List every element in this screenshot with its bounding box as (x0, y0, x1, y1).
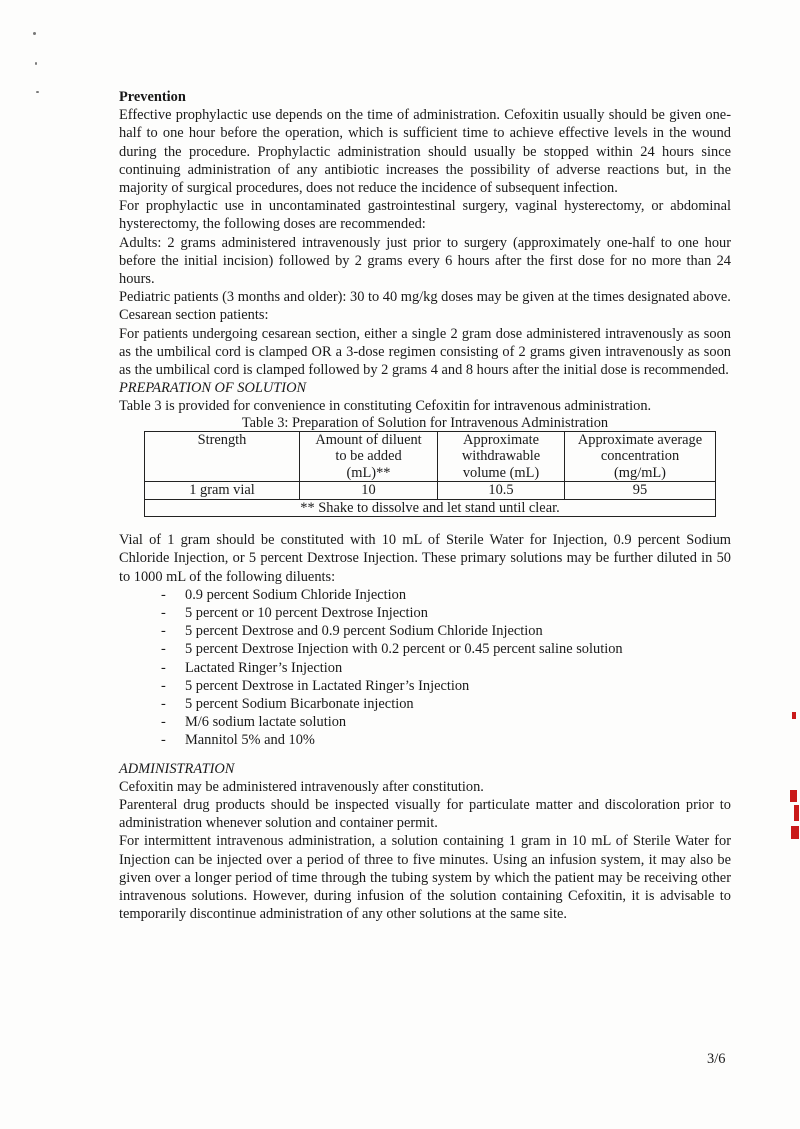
header-volume: Approximate withdrawable volume (mL) (438, 431, 565, 482)
preparation-intro: Table 3 is provided for convenience in constituting Cefoxitin for intravenous administration. (119, 398, 652, 415)
header-diluent: Amount of diluent to be added (mL)** (300, 431, 438, 482)
table-caption: Table 3: Preparation of Solution for Intravenous Administration (241, 414, 609, 431)
cell-concentration: 95 (565, 482, 716, 500)
page-number: 3/6 (707, 1051, 726, 1067)
prevention-paragraph-1: Effective prophylactic use depends on the time of administration. Cefoxitin usually should be given one-half to one hour before the operation, which is sufficient time to achieve effective levels in the wound during the procedure. Prophylactic administration should usually be stopped within 24 hours since continuing administration of any antibiotic increases the possibility of adverse reactions but, in the majority of surgical procedures, does not reduce the incidence of subsequent infection. (119, 107, 731, 197)
header-concentration: Approximate average concentration (mg/mL) (565, 431, 716, 482)
scan-speck (35, 62, 37, 65)
scan-edge-mark (791, 826, 799, 839)
table-header-row (145, 431, 716, 482)
scan-speck (33, 32, 36, 35)
scan-edge-mark (790, 790, 797, 802)
table-row (145, 482, 716, 500)
list-item: - M/6 sodium lactate solution (161, 713, 731, 731)
administration-paragraph-2: Parenteral drug products should be inspected visually for particulate matter and discoloration prior to administration whenever solution and container permit. (119, 797, 731, 832)
administration-paragraph-3: For intermittent intravenous administration, a solution containing 1 gram in 10 mL of Sterile Water for Injection can be injected over a period of three to five minutes. Using an infusion system, it may also be given over a longer period of time through the tubing system by which the patient may be receiving other intravenous solutions. However, during infusion of the solution containing Cefoxitin, it is advisable to temporarily discontinue administration of any other solutions at the same site. (119, 833, 731, 923)
cell-strength: 1 gram vial (145, 482, 300, 500)
administration-paragraph-1: Cefoxitin may be administered intravenously after constitution. (119, 778, 484, 795)
list-item: - 5 percent or 10 percent Dextrose Injection (161, 604, 731, 622)
adults-dose-paragraph: Adults: 2 grams administered intravenously just prior to surgery (approximately one-half to one hour before the initial incision) followed by 2 grams every 6 hours after the first dose for no more than 24 hours. (119, 234, 731, 288)
scan-edge-mark (792, 712, 796, 719)
document-page (119, 88, 731, 923)
vial-constitution-paragraph: Vial of 1 gram should be constituted with 10 mL of Sterile Water for Injection, 0.9 percent Sodium Chloride Injection, or 5 percent Dextrose Injection. These primary solutions may be further diluted in 50 to 1000 mL of the following diluents: (119, 532, 731, 585)
header-strength: Strength (145, 431, 300, 482)
list-item: - Lactated Ringer’s Injection (161, 659, 731, 677)
table-footnote-row (145, 499, 716, 517)
diluent-list (119, 586, 731, 750)
prevention-paragraph-2: For prophylactic use in uncontaminated gastrointestinal surgery, vaginal hysterectomy, or abdominal hysterectomy, the following doses are recommended: (119, 198, 731, 233)
administration-heading: ADMINISTRATION (119, 760, 235, 777)
preparation-table (144, 431, 716, 518)
pediatric-dose-paragraph: Pediatric patients (3 months and older): 30 to 40 mg/kg doses may be given at the times designated above. (119, 289, 731, 306)
table-footnote: ** Shake to dissolve and let stand until clear. (145, 499, 716, 517)
list-item: - Mannitol 5% and 10% (161, 731, 731, 749)
cesarean-paragraph: For patients undergoing cesarean section, either a single 2 gram dose administered intravenously as soon as the umbilical cord is clamped OR a 3-dose regimen consisting of 2 grams given intravenously as soon as the umbilical cord is clamped followed by 2 grams 4 and 8 hours after the initial dose is recommended. (119, 325, 731, 379)
list-item: - 5 percent Sodium Bicarbonate injection (161, 695, 731, 713)
list-item: - 5 percent Dextrose and 0.9 percent Sodium Chloride Injection (161, 622, 731, 640)
list-item: - 5 percent Dextrose Injection with 0.2 percent or 0.45 percent saline solution (161, 640, 731, 658)
scan-speck (36, 91, 39, 93)
cesarean-label: Cesarean section patients: (119, 307, 269, 324)
cell-diluent: 10 (300, 482, 438, 500)
prevention-heading: Prevention (119, 89, 186, 105)
preparation-heading: PREPARATION OF SOLUTION (119, 380, 307, 397)
scan-edge-mark (794, 805, 799, 821)
list-item: - 5 percent Dextrose in Lactated Ringer’s Injection (161, 677, 731, 695)
list-item: - 0.9 percent Sodium Chloride Injection (161, 586, 731, 604)
cell-volume: 10.5 (438, 482, 565, 500)
